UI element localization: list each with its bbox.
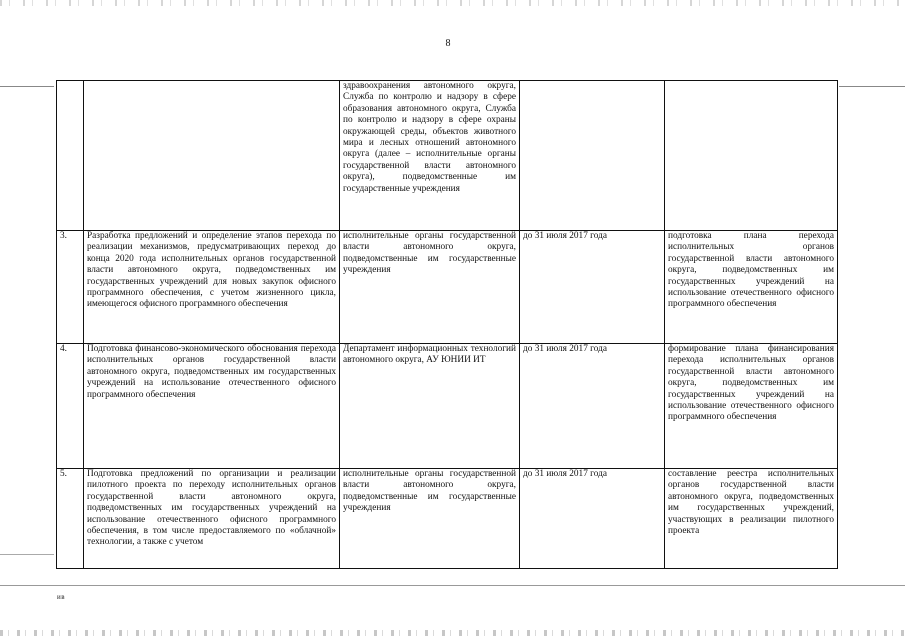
action-plan-table xyxy=(56,80,838,569)
task-cell: Подготовка финансово-экономического обоснования перехода исполнительных органов государственной власти автономного округа, подведомственных им государственных учреждений на использование отечественного офисного программного обеспечения xyxy=(84,344,340,469)
scan-line-left-lower xyxy=(0,554,54,555)
executors-cell: Департамент информационных технологий автономного округа, АУ ЮНИИ ИТ xyxy=(340,344,520,469)
task-cell: Подготовка предложений по организации и реализации пилотного проекта по переходу исполнительных органов государственной власти автономного округа, подведомственных им государственных учреждений на использование отечественного офисного программного обеспечения, в том числе предоставляемого по «облачной» технологии, а также с учетом xyxy=(84,469,340,569)
deadline-cell xyxy=(520,81,665,231)
page-number: 8 xyxy=(445,38,451,49)
row-number: 5. xyxy=(57,469,84,569)
scan-line-right xyxy=(839,86,905,87)
result-cell xyxy=(665,81,838,231)
executors-cell: исполнительные органы государственной власти автономного округа, подведомственные им государственные учреждения xyxy=(340,469,520,569)
table-row xyxy=(57,81,838,231)
result-cell: формирование плана финансирования перехода исполнительных органов государственной власти автономного округа, подведомственных им государственных учреждений на использование отечественного офисного программного обеспечения xyxy=(665,344,838,469)
table-row xyxy=(57,344,838,469)
scan-edge-bottom xyxy=(0,630,905,636)
result-cell: подготовка плана перехода исполнительных органов государственной власти автономного округа, подведомственных им государственных учреждений на использование отечественного офисного программного обеспечения xyxy=(665,231,838,344)
deadline-cell: до 31 июля 2017 года xyxy=(520,231,665,344)
row-number: 4. xyxy=(57,344,84,469)
task-cell xyxy=(84,81,340,231)
deadline-cell: до 31 июля 2017 года xyxy=(520,344,665,469)
executors-cell: исполнительные органы государственной власти автономного округа, подведомственные им государственные учреждения xyxy=(340,231,520,344)
scan-line-bottom xyxy=(0,585,905,586)
task-cell: Разработка предложений и определение этапов перехода по реализации механизмов, предусматривающих переход до конца 2020 года исполнительных органов государственной власти автономного округа, подведомственных им государственных учреждений для новых закупок офисного программного обеспечения, с учетом жизненного цикла, имеющегося офисного программного обеспечения xyxy=(84,231,340,344)
table-row xyxy=(57,469,838,569)
footer-mark: ив xyxy=(57,593,66,601)
row-number: 3. xyxy=(57,231,84,344)
scan-edge-top xyxy=(0,0,905,6)
deadline-cell: до 31 июля 2017 года xyxy=(520,469,665,569)
executors-cell: здравоохранения автономного округа, Служба по контролю и надзору в сфере образования автономного округа, Служба по контролю и надзору в сфере охраны окружающей среды, объектов животного мира и лесных отношений автономного округа (далее – исполнительные органы государственной власти автономного округа), подведомственные им государственные учреждения xyxy=(340,81,520,231)
row-number xyxy=(57,81,84,231)
table-row xyxy=(57,231,838,344)
scan-line-left xyxy=(0,86,54,87)
result-cell: составление реестра исполнительных органов государственной власти автономного округа, подведомственных им государственных учреждений, участвующих в реализации пилотного проекта xyxy=(665,469,838,569)
